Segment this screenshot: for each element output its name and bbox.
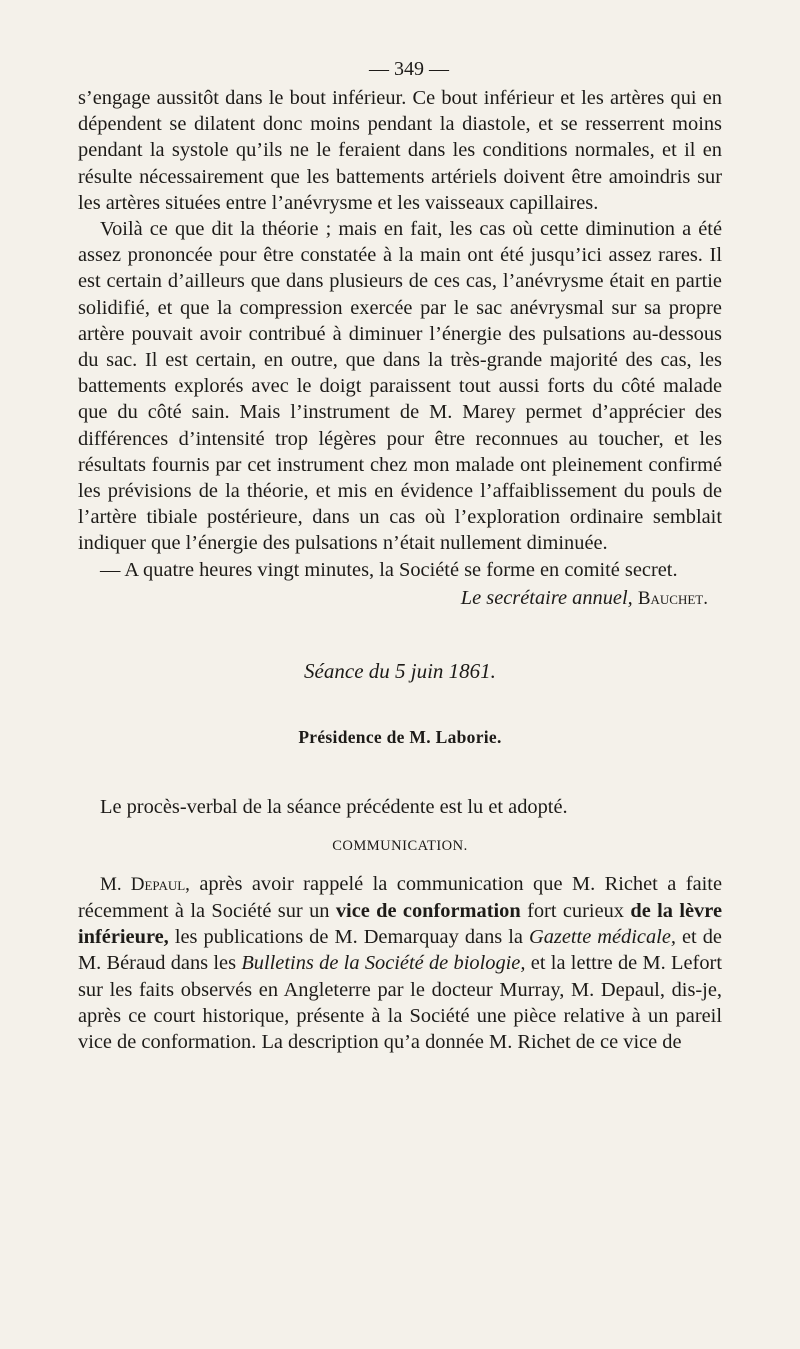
text-run: fort curieux [520, 900, 631, 923]
text-run: après avoir rappelé la communication que M. Richet a faite récemment à la Société sur un [78, 872, 723, 923]
paragraph-1: s’engage aussitôt dans le bout inférieur. Ce bout inférieur et les artères qui en dépendent se dilatent donc moins pendant la diastole, et se resserrent moins pendant la systole qu’ils ne le feraient dans les conditions normales, et il en résulte nécessairement que les battements artériels doivent être amoindris sur les artères situées entre l’anévrysme et les vaisseaux capillaires. [78, 87, 722, 214]
text-run: les publications de M. Demarquay dans la [168, 926, 529, 949]
proces-verbal-line: Le procès-verbal de la séance précédente est lu et adopté. [100, 796, 568, 819]
emphasis-run: de la lèvre inférieure, [78, 900, 722, 949]
emphasis-run: vice de conformation [335, 900, 521, 923]
page-content [78, 58, 722, 1055]
text-run: et la lettre de M. Lefort sur les faits observés en Angleterre par le docteur Murray, M. Depaul, dis-je, après ce court historique, présente à la Société une pièce relative à un pareil vice de conformation. La description qu’a donnée M. Richet de ce vice de [78, 952, 722, 1054]
journal-title: Gazette médicale, [528, 926, 676, 949]
page-number: — 349 — [369, 58, 449, 80]
presidence-heading: Présidence de M. Laborie. [298, 727, 502, 748]
journal-title: Bulletins de la Société de biologie, [241, 952, 526, 975]
signature-name: Bauchet. [637, 587, 708, 609]
signature [78, 585, 722, 612]
paragraph-2: Voilà ce que dit la théorie ; mais en fait, les cas où cette diminution a été assez prononcée pour être constatée à la main ont été jusqu’ici assez rares. Il est certain d’ailleurs que dans plusieurs de ces cas, l’anévrysme était en partie solidifié, et que la compression exercée par le sac anévrysmal sur sa propre artère pouvait avoir contribué à diminuer l’énergie des pulsations au-dessous du sac. Il est certain, en outre, que dans la très-grande majorité des cas, les battements explorés avec le doigt paraissent tout aussi forts du côté malade que du côté sain. Mais l’instrument de M. Marey permet d’apprécier des différences d’intensité trop légères pour être reconnues au toucher, et les résultats fournis par cet instrument chez mon malade ont pleinement confirmé les prévisions de la théorie, et mis en évidence l’affaiblissement du pouls de l’artère tibiale postérieure, dans un cas où l’exploration ordinaire semblait indiquer que l’énergie des pulsations n’était nullement diminuée. [78, 218, 722, 555]
text-run: et de M. Béraud dans les [78, 926, 722, 975]
seance-heading: Séance du 5 juin 1861. [304, 659, 496, 684]
speaker-name: M. Depaul, [100, 873, 190, 895]
paragraph-3: — A quatre heures vingt minutes, la Société se forme en comité secret. [100, 558, 678, 581]
signature-role: Le secrétaire annuel, [460, 586, 633, 609]
communication-paragraph [78, 871, 722, 1055]
section-title: COMMUNICATION. [332, 837, 468, 854]
